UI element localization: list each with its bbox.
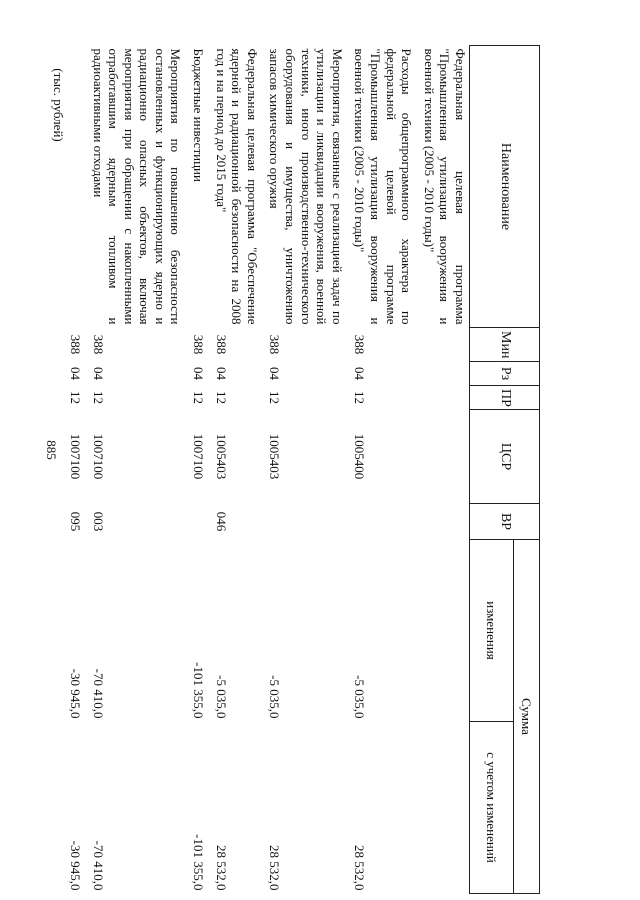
row-pr: 12 xyxy=(213,391,229,404)
row-name: Мероприятия, связанные с реализацией задач по утилизации и ликвидации вооружения, военной техники, иного производственно-технического оборудования и имущества, уничтожению запасов химического оружия xyxy=(267,48,345,325)
row-min: 388 xyxy=(267,334,283,355)
table-row xyxy=(185,46,208,894)
row-change xyxy=(415,540,469,722)
row-change: -30 945,0 xyxy=(67,668,83,719)
header-name: Наименование xyxy=(470,46,540,328)
row-min: 388 xyxy=(67,334,83,355)
row-total xyxy=(415,722,469,894)
row-rz: 04 xyxy=(267,367,283,380)
row-rz: 04 xyxy=(352,367,368,380)
row-csr xyxy=(415,410,469,504)
table-body xyxy=(61,46,469,894)
table-row xyxy=(346,46,415,894)
page-number: 885 xyxy=(44,440,59,460)
table-row xyxy=(207,46,261,894)
row-change: -70 410,0 xyxy=(90,668,106,719)
row-rz: 04 xyxy=(213,367,229,380)
units-label: (тыс. рублей) xyxy=(51,68,66,142)
row-rz: 04 xyxy=(67,367,83,380)
header-rz: Рз xyxy=(470,362,540,386)
row-total: 28 532,0 xyxy=(267,845,283,891)
rotated-table-container xyxy=(67,45,540,893)
row-vr xyxy=(261,504,346,540)
row-name: Федеральная целевая программа "Промышленная утилизация вооружения и военной техники (2005 - 2010 годы)" xyxy=(421,48,468,325)
row-pr xyxy=(415,386,469,410)
row-name: Бюджетные инвестиции xyxy=(191,48,207,182)
row-csr: 1007100 xyxy=(90,433,106,480)
table-row xyxy=(261,46,346,894)
row-name: Расходы общепрограммного характера по федеральной целевой программе "Промышленная утилизация вооружения и военной техники (2005 - 2010 годы)" xyxy=(352,48,415,325)
row-name: Мероприятия по повышению безопасности остановленных и функционирующих ядерно и радиационно опасных объектов, включая мероприятия при обращении с накопленными отработавшим ядерным топливом и радиоактивными отходами xyxy=(90,48,184,325)
row-total: -70 410,0 xyxy=(90,840,106,891)
row-total: 28 532,0 xyxy=(352,845,368,891)
table-row xyxy=(415,46,469,894)
row-vr: 046 xyxy=(213,511,229,532)
table-row xyxy=(84,46,185,894)
row-total: -30 945,0 xyxy=(67,840,83,891)
row-min: 388 xyxy=(191,334,207,355)
row-csr: 1007100 xyxy=(191,433,207,480)
row-pr: 12 xyxy=(67,391,83,404)
header-sum: Сумма xyxy=(514,540,540,894)
budget-table-frame xyxy=(67,45,540,893)
row-vr xyxy=(346,504,415,540)
row-pr: 12 xyxy=(191,391,207,404)
row-pr: 12 xyxy=(352,391,368,404)
table-header xyxy=(470,46,540,894)
row-min: 388 xyxy=(213,334,229,355)
row-name: Федеральная целевая программа "Обеспечение ядерной и радиационной безопасности на 2008 год и на период до 2015 года" xyxy=(213,48,260,325)
header-pr: ПР xyxy=(470,386,540,410)
table-row xyxy=(61,46,84,894)
row-vr: 095 xyxy=(67,511,83,532)
row-total: 28 532,0 xyxy=(213,845,229,891)
row-csr: 1005403 xyxy=(213,433,229,480)
header-csr: ЦСР xyxy=(470,410,540,504)
row-total: -101 355,0 xyxy=(191,834,207,891)
row-change: -5 035,0 xyxy=(267,675,283,719)
row-rz: 04 xyxy=(90,367,106,380)
row-vr xyxy=(415,504,469,540)
header-min: Мин xyxy=(470,328,540,362)
header-with-changes: с учетом изменений xyxy=(470,722,514,894)
row-csr: 1007100 xyxy=(67,433,83,480)
row-csr: 1005400 xyxy=(352,433,368,480)
row-vr: 003 xyxy=(90,511,106,532)
row-change: -5 035,0 xyxy=(352,675,368,719)
row-min xyxy=(415,328,469,362)
row-name xyxy=(61,46,84,328)
row-min: 388 xyxy=(352,334,368,355)
row-csr: 1005403 xyxy=(267,433,283,480)
header-vr: ВР xyxy=(470,504,540,540)
row-vr xyxy=(185,504,208,540)
row-rz xyxy=(415,362,469,386)
row-rz: 04 xyxy=(191,367,207,380)
row-pr: 12 xyxy=(90,391,106,404)
header-changes: изменения xyxy=(470,540,514,722)
row-change: -5 035,0 xyxy=(213,675,229,719)
row-pr: 12 xyxy=(267,391,283,404)
row-min: 388 xyxy=(90,334,106,355)
row-change: -101 355,0 xyxy=(191,662,207,719)
budget-table xyxy=(61,45,540,894)
